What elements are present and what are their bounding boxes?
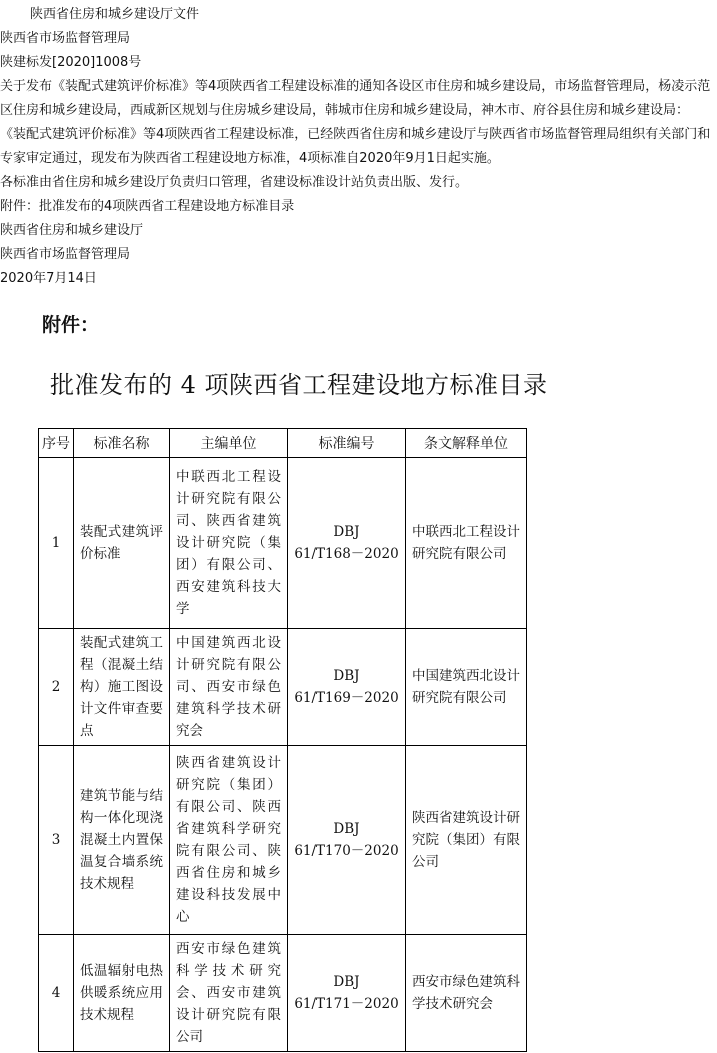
co-issuer: 陕西省市场监督管理局 xyxy=(0,31,131,46)
code-number: 61/T171－2020 xyxy=(294,996,399,1012)
issuer-header: 陕西省住房和城乡建设厅文件 xyxy=(30,7,200,22)
standards-table xyxy=(38,428,527,1052)
header-seq: 序号 xyxy=(39,429,74,458)
code-prefix: DBJ xyxy=(333,974,360,990)
cell-org: 陕西省建筑设计研究院（集团）有限公司、陕西省建筑科学研究院有限公司、陕西省住房和城乡建设科技发展中心 xyxy=(170,746,288,935)
notice-text xyxy=(0,3,717,291)
cell-code xyxy=(288,458,406,629)
code-prefix: DBJ xyxy=(333,821,360,837)
notice-body: 《装配式建筑评价标准》等4项陕西省工程建设标准，已经陕西省住房和城乡建设厅与陕西省市场监督管理局组织有关部门和专家审定通过，现发布为陕西省工程建设地方标准，4项标准自2020年9月1日起实施。 xyxy=(0,127,711,166)
attachment-label: 附件： xyxy=(42,314,100,336)
cell-org: 西安市绿色建筑科学技术研究会、西安市建筑设计研究院有限公司 xyxy=(170,935,288,1052)
table-row xyxy=(39,746,527,935)
cell-seq: 1 xyxy=(39,458,74,629)
table-row xyxy=(39,629,527,746)
cell-seq: 2 xyxy=(39,629,74,746)
cell-seq: 3 xyxy=(39,746,74,935)
table-row xyxy=(39,458,527,629)
code-number: 61/T168－2020 xyxy=(294,546,399,562)
document-number: 陕建标发[2020]1008号 xyxy=(0,55,142,70)
signature-co-issuer: 陕西省市场监督管理局 xyxy=(0,247,131,262)
cell-org: 中国建筑西北设计研究院有限公司、西安市绿色建筑科学技术研究会 xyxy=(170,629,288,746)
cell-code xyxy=(288,935,406,1052)
code-number: 61/T170－2020 xyxy=(294,843,399,859)
signature-issuer: 陕西省住房和城乡建设厅 xyxy=(0,223,144,238)
cell-org: 中联西北工程设计研究院有限公司、陕西省建筑设计研究院（集团）有限公司、西安建筑科技大学 xyxy=(170,458,288,629)
notice-date: 2020年7月14日 xyxy=(0,271,97,286)
cell-interpret: 中国建筑西北设计研究院有限公司 xyxy=(406,629,527,746)
cell-interpret: 西安市绿色建筑科学技术研究会 xyxy=(406,935,527,1052)
code-prefix: DBJ xyxy=(333,668,360,684)
header-org: 主编单位 xyxy=(170,429,288,458)
cell-name: 装配式建筑评价标准 xyxy=(74,458,170,629)
notice-heading-recipients: 关于发布《装配式建筑评价标准》等4项陕西省工程建设标准的通知各设区市住房和城乡建设局，市场监督管理局，杨凌示范区住房和城乡建设局，西咸新区规划与住房城乡建设局，韩城市住房和城乡建设局，神木市、府谷县住房和城乡建设局： xyxy=(0,79,711,118)
header-name: 标准名称 xyxy=(74,429,170,458)
header-interpret: 条文解释单位 xyxy=(406,429,527,458)
notice-management: 各标准由省住房和城乡建设厅负责归口管理，省建设标准设计站负责出版、发行。 xyxy=(0,175,469,190)
cell-name: 低温辐射电热供暖系统应用技术规程 xyxy=(74,935,170,1052)
cell-interpret: 陕西省建筑设计研究院（集团）有限公司 xyxy=(406,746,527,935)
cell-seq: 4 xyxy=(39,935,74,1052)
cell-code xyxy=(288,629,406,746)
attachment-title: 批准发布的 4 项陕西省工程建设地方标准目录 xyxy=(50,371,548,399)
cell-name: 装配式建筑工程（混凝土结构）施工图设计文件审查要点 xyxy=(74,629,170,746)
table-header-row xyxy=(39,429,527,458)
cell-name: 建筑节能与结构一体化现浇混凝土内置保温复合墙系统技术规程 xyxy=(74,746,170,935)
notice-attachment-ref: 附件：批准发布的4项陕西省工程建设地方标准目录 xyxy=(0,199,295,214)
cell-code xyxy=(288,746,406,935)
cell-interpret: 中联西北工程设计研究院有限公司 xyxy=(406,458,527,629)
table-row xyxy=(39,935,527,1052)
header-code: 标准编号 xyxy=(288,429,406,458)
code-number: 61/T169－2020 xyxy=(294,690,399,706)
code-prefix: DBJ xyxy=(333,524,360,540)
